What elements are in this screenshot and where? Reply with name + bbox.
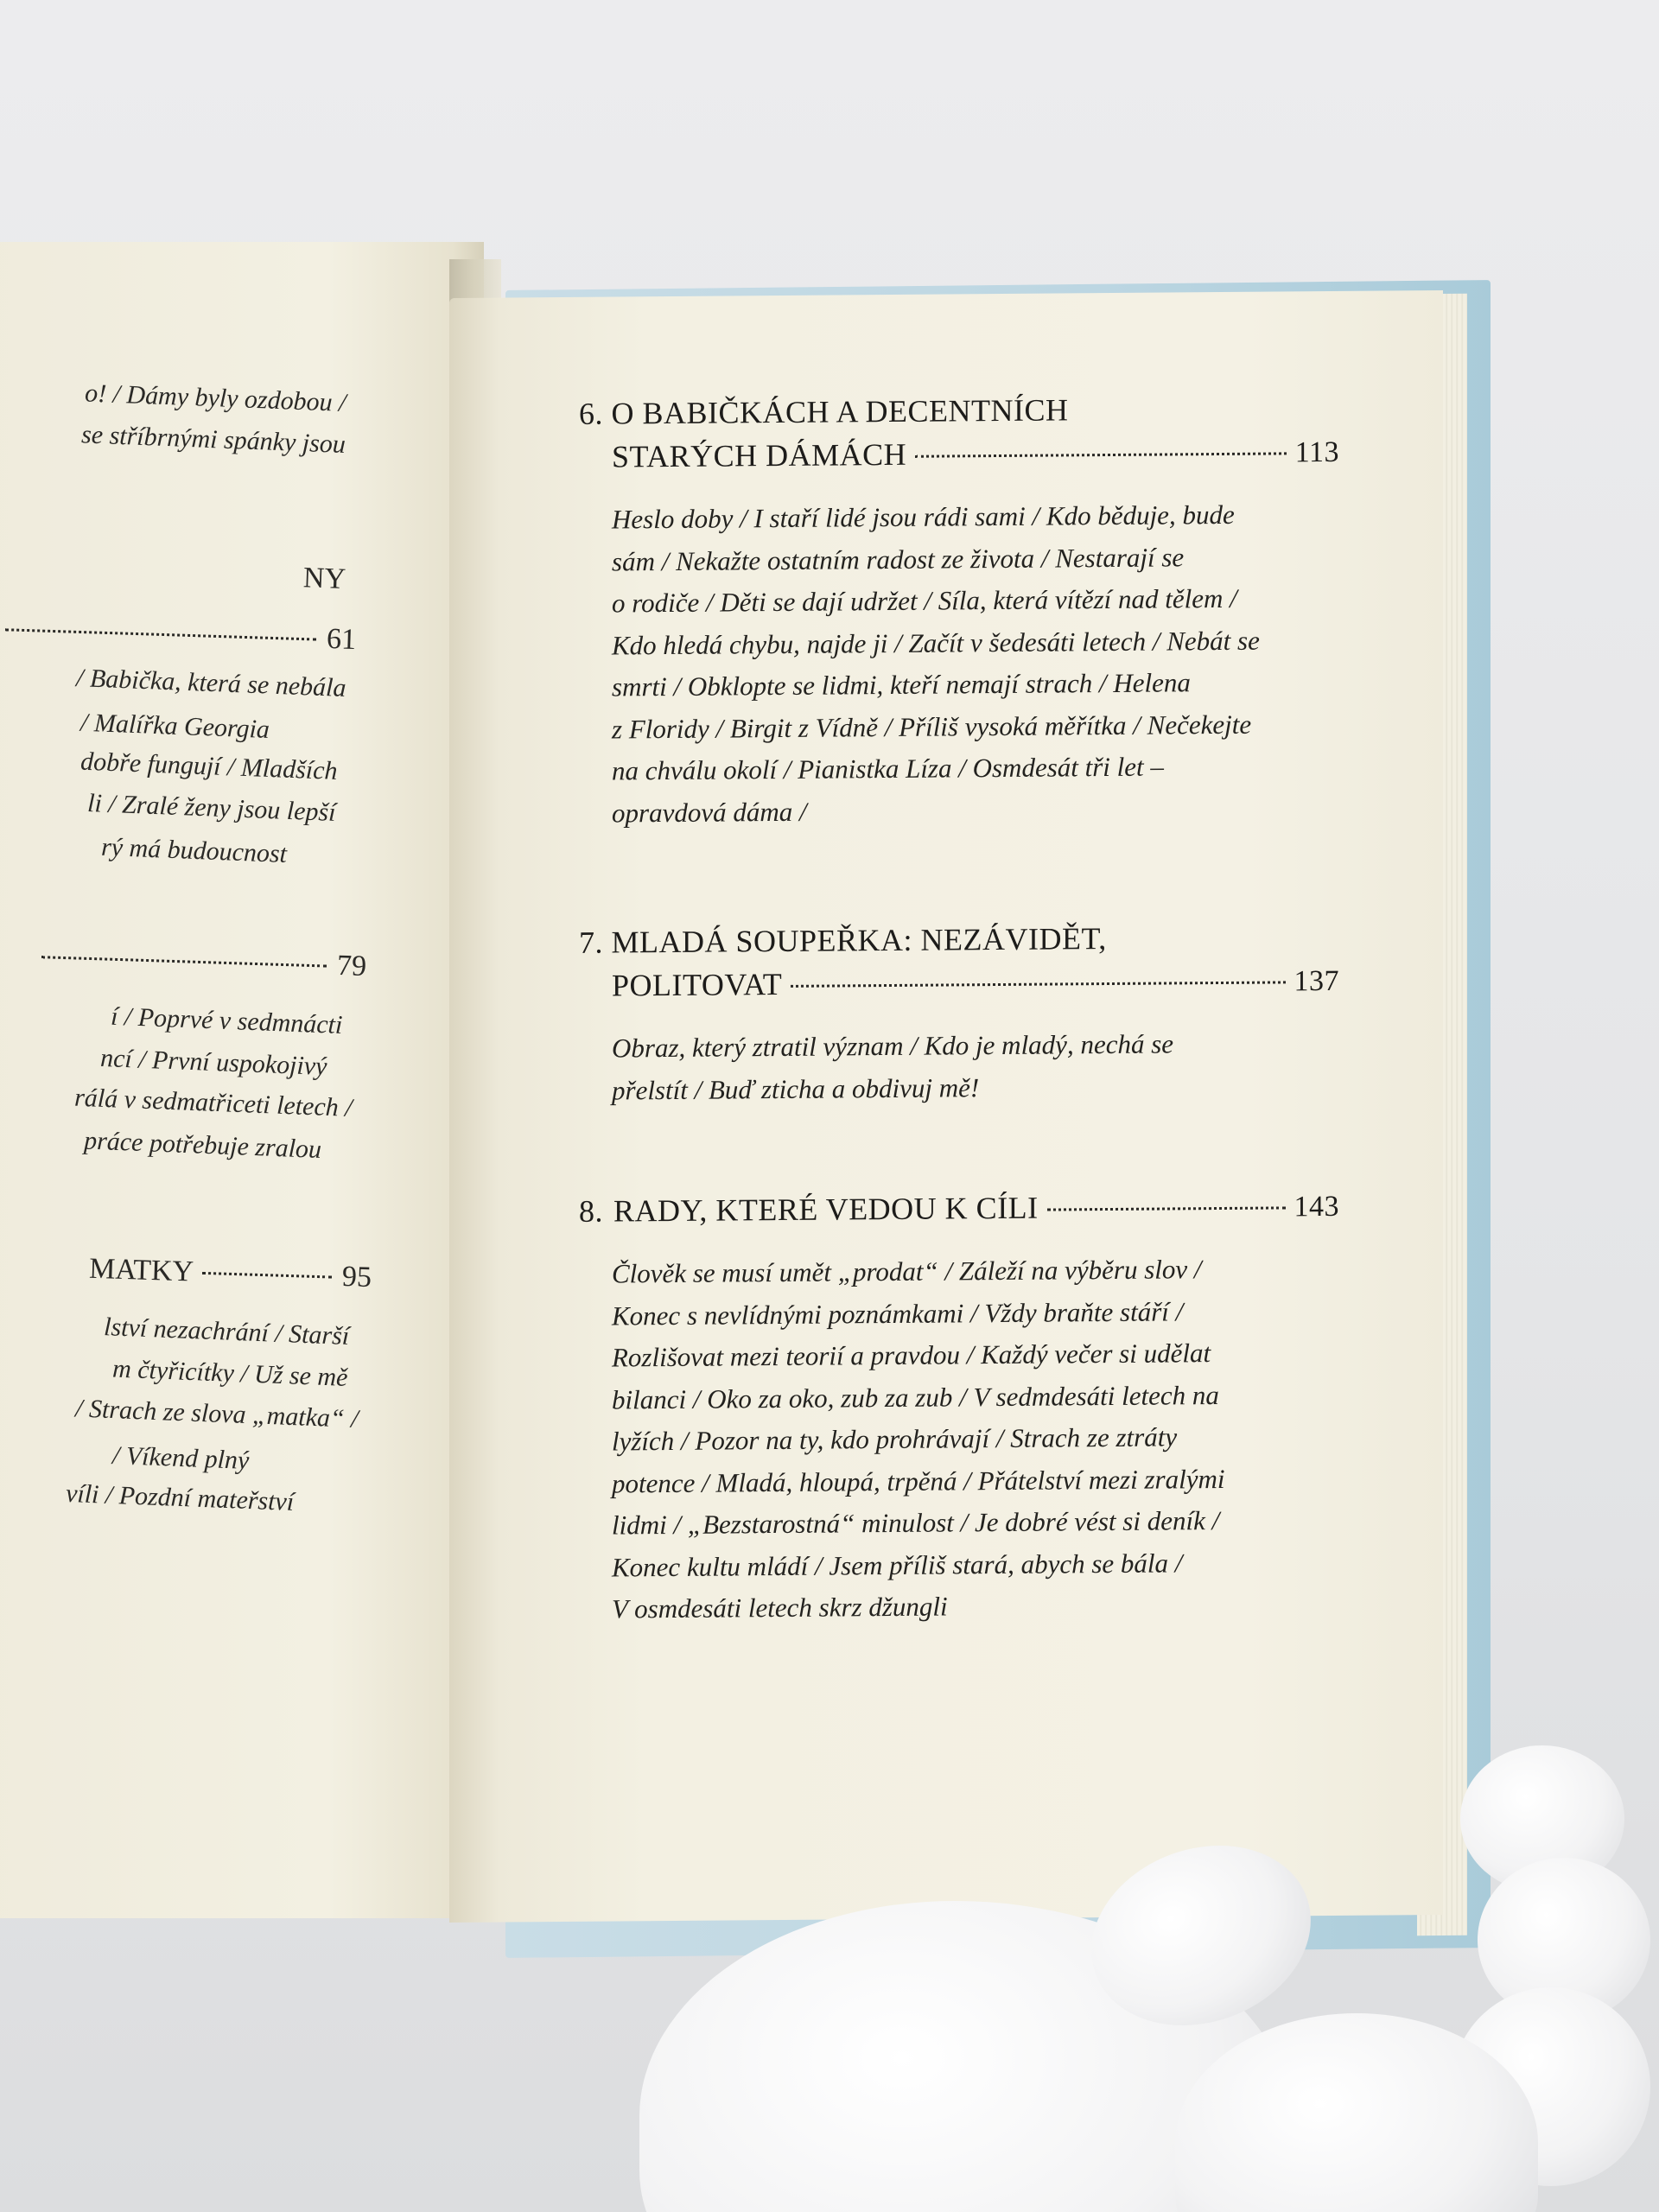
- left-line: víli / Pozdní mateřství: [65, 1478, 295, 1516]
- left-line: se stříbrnými spánky jsou: [80, 420, 346, 459]
- white-glove-hand: [605, 1728, 1659, 2212]
- dot-leader: [791, 981, 1285, 987]
- section-title-row: [579, 1184, 1339, 1235]
- contents-line: přelstít / Buď zticha a obdivuj mě!: [612, 1071, 980, 1106]
- contents-line: smrti / Obklopte se lidmi, kteří nemají strach / Helena: [612, 667, 1191, 702]
- left-toc-row: [5, 613, 357, 657]
- section-title: [579, 386, 1339, 435]
- section-title-row: [579, 429, 1339, 480]
- section-title: [579, 915, 1339, 964]
- section-title-line1: O BABIČKÁCH A DECENTNÍCH: [611, 392, 1069, 431]
- left-page-number: 61: [326, 622, 357, 656]
- left-line: ncí / První uspokojivý: [99, 1043, 327, 1081]
- contents-line: Heslo doby / I staří lidé jsou rádi sami / Kdo běduje, bude: [612, 499, 1235, 535]
- section-page-number: 137: [1294, 964, 1339, 998]
- left-line: / Strach ze slova „matka“ /: [74, 1394, 359, 1433]
- left-toc-row: [89, 1253, 372, 1294]
- contents-line: Člověk se musí umět „prodat“ / Záleží na výběru slov /: [612, 1254, 1202, 1289]
- toc-section-7: [579, 915, 1339, 1112]
- left-line: dobře fungují / Mladších: [79, 747, 338, 785]
- section-contents: [579, 493, 1339, 835]
- toc-section-6: [579, 386, 1339, 835]
- section-contents: [579, 1022, 1339, 1112]
- contents-line: opravdová dáma /: [612, 796, 807, 829]
- contents-line: sám / Nekažte ostatním radost ze života / Nestarají se: [612, 541, 1185, 577]
- left-page-number: 79: [336, 949, 367, 982]
- left-toc-row: [41, 940, 367, 983]
- dot-leader: [41, 956, 327, 967]
- left-line: rý má budoucnost: [100, 832, 288, 868]
- contents-line: z Floridy / Birgit z Vídně / Příliš vysoká měřítka / Nečekejte: [612, 709, 1252, 745]
- contents-line: Konec kultu mládí / Jsem příliš stará, abych se bála /: [612, 1547, 1183, 1583]
- table-of-contents: [579, 386, 1339, 1700]
- contents-line: bilanci / Oko za oko, zub za zub / V sedmdesáti letech na: [612, 1379, 1219, 1415]
- section-page-number: 143: [1294, 1190, 1339, 1224]
- contents-line: Obraz, který ztratil význam / Kdo je mladý, nechá se: [612, 1028, 1174, 1064]
- contents-line: lyžích / Pozor na ty, kdo prohrávají / Strach ze ztráty: [612, 1421, 1178, 1457]
- contents-line: V osmdesáti letech skrz džungli: [612, 1591, 948, 1624]
- contents-line: na chválu okolí / Pianistka Líza / Osmdesát tři let –: [612, 751, 1164, 786]
- contents-line: Konec s nevlídnými poznámkami / Vždy braňte stáří /: [612, 1295, 1184, 1332]
- left-line: / Víkend plný: [111, 1440, 250, 1475]
- left-line: í / Poprvé v sedmnácti: [110, 1001, 343, 1039]
- contents-line: lidmi / „Bezstarostná“ minulost / Je dobré vést si deník /: [612, 1505, 1220, 1541]
- section-title-line2: POLITOVAT: [612, 966, 783, 1003]
- left-toc-title: MATKY: [88, 1252, 194, 1288]
- contents-line: potence / Mladá, hloupá, trpěná / Přátelství mezi zralými: [612, 1463, 1225, 1499]
- left-page-number: 95: [341, 1260, 372, 1294]
- left-line: rálá v sedmatřiceti letech /: [74, 1083, 353, 1122]
- left-line: m čtyřicítky / Už se mě: [111, 1354, 348, 1392]
- section-number: 6.: [579, 396, 603, 431]
- left-line: práce potřebuje zralou: [83, 1126, 322, 1164]
- left-line: li / Zralé ženy jsou lepší: [86, 788, 336, 827]
- dot-leader: [202, 1272, 332, 1279]
- left-page: [0, 242, 484, 1918]
- section-number: 8.: [579, 1193, 603, 1229]
- section-contents: [579, 1248, 1339, 1630]
- left-line: lství nezachrání / Starší: [103, 1313, 350, 1351]
- left-line: / Babička, která se nebála: [75, 664, 346, 702]
- left-line: / Malířka Georgia: [79, 708, 270, 744]
- contents-line: o rodiče / Děti se dají udržet / Síla, která vítězí nad tělem /: [612, 582, 1237, 619]
- dot-leader: [5, 628, 316, 640]
- section-number: 7.: [579, 925, 603, 960]
- toc-section-8: [579, 1184, 1339, 1630]
- dot-leader: [915, 452, 1287, 457]
- left-line: o! / Dámy byly ozdobou /: [84, 378, 346, 417]
- contents-line: Kdo hledá chybu, najde ji / Začít v šedesáti letech / Nebát se: [612, 625, 1260, 661]
- section-page-number: 113: [1294, 435, 1339, 469]
- dot-leader: [1047, 1206, 1286, 1211]
- section-title-line2: RADY, KTERÉ VEDOU K CÍLI: [613, 1190, 1039, 1229]
- contents-line: Rozlišovat mezi teorií a pravdou / Každý večer si udělat: [612, 1338, 1211, 1373]
- section-title-row: [579, 958, 1339, 1009]
- section-title-line1: MLADÁ SOUPEŘKA: NEZÁVIDĚT,: [611, 921, 1107, 960]
- left-heading: NY: [302, 562, 346, 595]
- section-title-line2: STARÝCH DÁMÁCH: [612, 436, 907, 474]
- right-page: [449, 290, 1443, 1923]
